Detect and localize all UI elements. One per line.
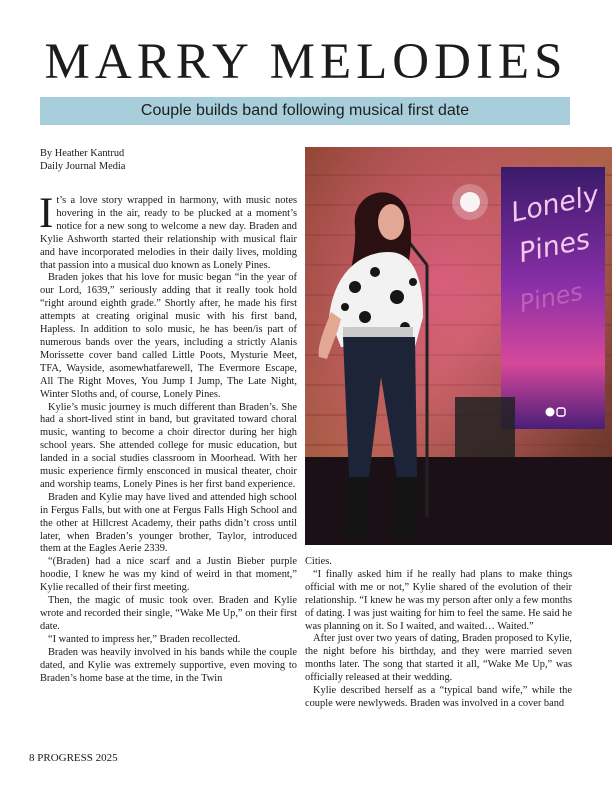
byline [40, 147, 297, 173]
paragraph: “I finally asked him if he really had plans to make things official with me or not,” Kylie shared of the evolution of their relationship. “I knew he was my person after only a few months of dating. I was just waiting for him to feel the same. He said he was planning on it. So I waited, and waited… Waited.” [305, 568, 572, 632]
svg-text:Pines: Pines [517, 277, 586, 319]
facebook-icon [546, 408, 555, 417]
amp [455, 397, 515, 457]
continuation-text: Cities. [305, 556, 332, 567]
banner-word-pines: Pines [516, 223, 593, 270]
byline-outlet: Daily Journal Media [40, 161, 126, 172]
paragraph: Braden was heavily involved in his bands while the couple dated, and Kylie was extremely supportive, even moving to Braden’s home base at the time, in the Twin [40, 646, 297, 684]
article-left-column [40, 147, 297, 685]
paragraph: “I wanted to impress her,” Braden recollected. [48, 633, 241, 645]
singer-belt [343, 327, 413, 337]
singer-face [378, 204, 404, 240]
page-folio: 8 PROGRESS 2025 [29, 752, 118, 764]
subheadline: Couple builds band following musical first date [140, 102, 470, 119]
paragraph: Kylie described herself as a “typical band wife,” while the couple were newlyweds. Braden was involved in a cover band [305, 685, 572, 709]
paragraph: Then, the magic of music took over. Braden and Kylie wrote and recorded their single, “Wake Me Up,” on their first date. [40, 595, 297, 632]
headline: MARRY MELODIES [44, 34, 568, 90]
first-paragraph-text: t’s a love story wrapped in harmony, with music notes hovering in the air, ready to be plucked at a moment’s notice for a new song to welcome a new day. Braden and Kylie Ashworth started their relationship with musical flair and have incorporated melodies in their daily lives, molding that passion into a musical duo known as Lonely Pines. [40, 195, 297, 271]
byline-author: By Heather Kantrud [40, 148, 125, 159]
paragraph: Braden jokes that his love for music began “in the year of our Lord, 1639,” seriously adding that it really took hold “right around eighth grade.” Shortly after, he made his first attempts at creating original music with his first band, Hapless. In addition to solo music, he has been/is part of numerous bands over the years, including a strictly Alanis Morissette cover band called Little Poots, Mysturie Meet, TFA, Wayside, asomewhatfarewell, The Evermore Escape, All The Right Moves, You Jump I Jump, The Late Night, Winter Sloths and, of course, Lonely Pines. [40, 272, 297, 400]
paragraph: Kylie’s music journey is much different than Braden’s. She had a short-lived stint in band, but gravitated toward choral music, wanting to become a choir director during her high school years. She attended college for music education, but landed in a social studies classroom in Moorhead. With her music experience firmly ensconced in musical theater, choir and worship teams, Lonely Pines is her first band experience. [40, 401, 297, 490]
first-paragraph [39, 190, 297, 272]
paragraph: Braden and Kylie may have lived and attended high school in Fergus Falls, but with one at Fergus Falls High School and the other at Hillcrest Academy, their paths didn’t cross until later, when Braden’s younger brother, Taylor, introduced them at the Eagles Aerie 2339. [40, 491, 297, 555]
banner-word-lonely: Lonely [508, 179, 602, 229]
subheadline-bar [40, 97, 570, 125]
concert-photo [305, 147, 612, 545]
paragraph: After just over two years of dating, Braden proposed to Kylie, the night before his birthday, and they were married seven months later. The song that started it all, “Wake Me Up,” was officially released at their wedding. [305, 633, 572, 684]
article-right-column [305, 556, 572, 711]
paragraph: “(Braden) had a nice scarf and a Justin Bieber purple hoodie, I knew he was my kind of weird in that moment,” Kylie recalled of their first meeting. [40, 556, 297, 594]
drop-cap: I [39, 190, 54, 237]
